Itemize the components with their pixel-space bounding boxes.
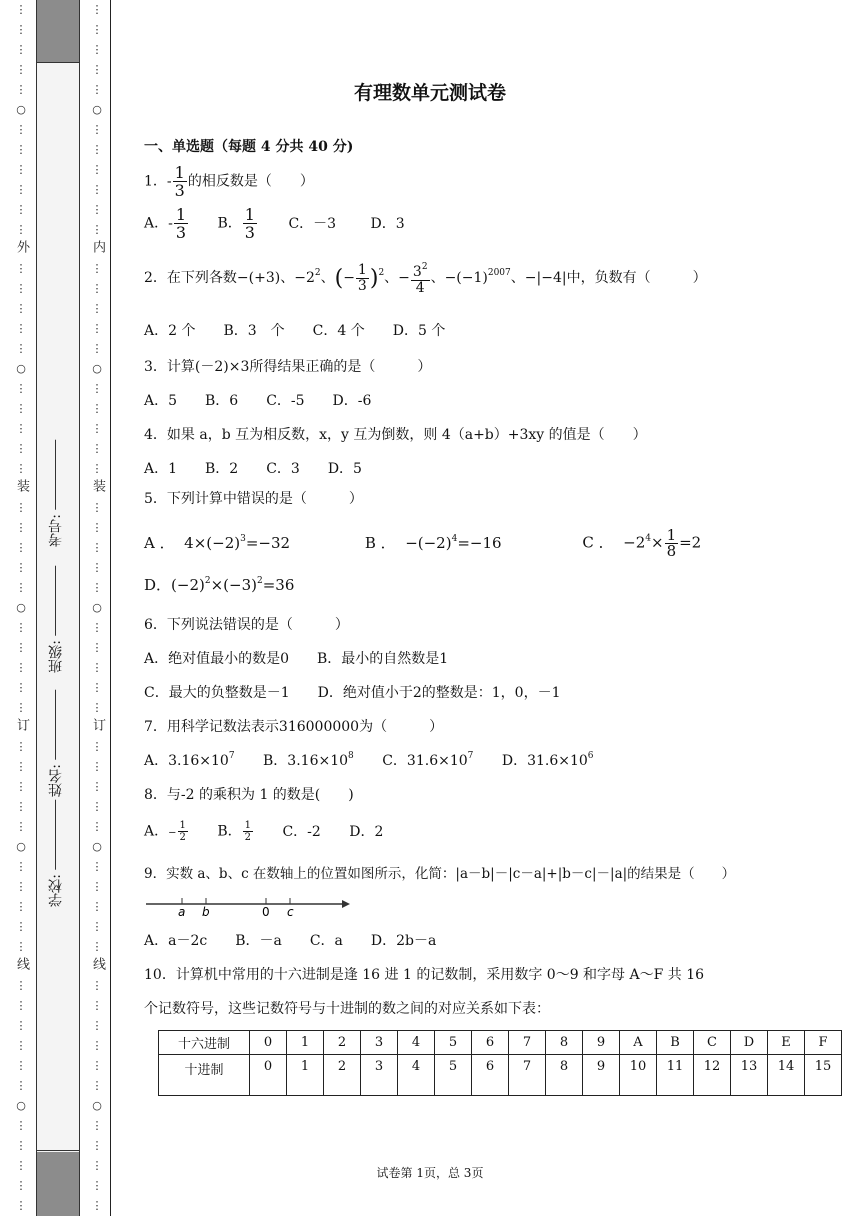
dot-separator-icon: ⋮ xyxy=(91,1139,103,1152)
dot-separator-icon: ⋮ xyxy=(15,402,27,415)
dot-separator-icon: ⋮ xyxy=(15,123,27,136)
dot-separator-icon: ⋮ xyxy=(91,740,103,753)
dot-separator-icon: ⋮ xyxy=(15,701,27,714)
dot-separator-icon: ⋮ xyxy=(15,581,27,594)
table-cell: 5 xyxy=(435,1055,472,1096)
dot-separator-icon: ⋮ xyxy=(91,1019,103,1032)
dot-separator-icon: ⋮ xyxy=(15,661,27,674)
table-row xyxy=(159,1031,842,1055)
dot-separator-icon: ⋮ xyxy=(15,442,27,455)
dot-separator-icon: ⋮ xyxy=(15,979,27,992)
dot-separator-icon: ⋮ xyxy=(91,382,103,395)
dot-separator-icon: ⋮ xyxy=(91,701,103,714)
question-1-options xyxy=(144,206,405,241)
table-cell: 3 xyxy=(361,1055,398,1096)
question-6-options-cd[interactable]: C．最大的负整数是－1 D．绝对值小于2的整数是：1，0，－1 xyxy=(144,685,561,701)
question-7: 7．用科学记数法表示316000000为（ ） xyxy=(144,719,444,735)
dot-separator-icon: ⋮ xyxy=(15,23,27,36)
table-cell: A xyxy=(620,1031,657,1055)
dot-separator-icon: ⋮ xyxy=(15,203,27,216)
table-cell: 7 xyxy=(509,1055,546,1096)
question-10-line2: 个记数符号，这些记数符号与十进制的数之间的对应关系如下表： xyxy=(144,1001,550,1017)
circle-marker-icon: ○ xyxy=(16,103,26,116)
question-9: 9．实数 a、b、c 在数轴上的位置如图所示，化简：|a－b|－|c－a|+|b－c|－|a|的结果是（ ） xyxy=(144,866,736,882)
bar-bottom-block xyxy=(37,1152,79,1216)
dot-separator-icon: ⋮ xyxy=(15,780,27,793)
table-cell: 2 xyxy=(324,1031,361,1055)
dot-separator-icon: ⋮ xyxy=(91,262,103,275)
option-b[interactable]: B． $\frac{1}{3}$ xyxy=(217,205,255,242)
dot-separator-icon: ⋮ xyxy=(91,223,103,236)
dot-separator-icon: ⋮ xyxy=(91,3,103,16)
dot-separator-icon: ⋮ xyxy=(15,143,27,156)
option-d[interactable]: D．3 xyxy=(370,215,405,232)
dot-separator-icon: ⋮ xyxy=(91,1159,103,1172)
dot-separator-icon: ⋮ xyxy=(15,860,27,873)
circle-marker-icon: ○ xyxy=(16,1099,26,1112)
question-2-options[interactable]: A．2 个 B．3 个 C．4 个 D．5 个 xyxy=(144,323,446,339)
table-row xyxy=(159,1055,842,1096)
label-b: b xyxy=(202,905,210,919)
outer-dot-column xyxy=(12,0,30,1216)
table-cell: 6 xyxy=(472,1031,509,1055)
dot-separator-icon: ⋮ xyxy=(91,760,103,773)
binding-mark: 装 xyxy=(14,479,29,492)
table-cell: 1 xyxy=(287,1055,324,1096)
dot-separator-icon: ⋮ xyxy=(91,342,103,355)
table-cell: E xyxy=(768,1031,805,1055)
dot-separator-icon: ⋮ xyxy=(91,979,103,992)
circle-marker-icon: ○ xyxy=(16,840,26,853)
dot-separator-icon: ⋮ xyxy=(15,43,27,56)
dot-separator-icon: ⋮ xyxy=(91,203,103,216)
dot-separator-icon: ⋮ xyxy=(15,820,27,833)
dot-separator-icon: ⋮ xyxy=(15,183,27,196)
dot-separator-icon: ⋮ xyxy=(91,541,103,554)
dot-separator-icon: ⋮ xyxy=(91,322,103,335)
option-a[interactable]: A．− $\frac{1}{2}$ xyxy=(144,820,186,843)
dot-separator-icon: ⋮ xyxy=(15,641,27,654)
dot-separator-icon: ⋮ xyxy=(15,262,27,275)
dot-separator-icon: ⋮ xyxy=(15,760,27,773)
option-c[interactable]: C．－3 xyxy=(288,215,337,232)
dot-separator-icon: ⋮ xyxy=(91,999,103,1012)
table-header-cell: 十六进制 xyxy=(159,1031,250,1055)
dot-separator-icon: ⋮ xyxy=(91,521,103,534)
option-b[interactable]: B ． $-(-2)^4=-16$ xyxy=(364,533,502,552)
dot-separator-icon: ⋮ xyxy=(15,1159,27,1172)
circle-marker-icon: ○ xyxy=(92,601,102,614)
option-d[interactable]: D．2 xyxy=(349,823,384,840)
question-3: 3．计算(－2)×3所得结果正确的是（ ） xyxy=(144,359,432,375)
dot-separator-icon: ⋮ xyxy=(15,800,27,813)
dot-separator-icon: ⋮ xyxy=(15,322,27,335)
label-zero: 0 xyxy=(262,905,270,919)
table-cell: F xyxy=(805,1031,842,1055)
dot-separator-icon: ⋮ xyxy=(91,1199,103,1212)
table-cell: 15 xyxy=(805,1055,842,1096)
dot-separator-icon: ⋮ xyxy=(15,1019,27,1032)
dot-separator-icon: ⋮ xyxy=(15,302,27,315)
table-cell: 5 xyxy=(435,1031,472,1055)
table-cell: 13 xyxy=(731,1055,768,1096)
dot-separator-icon: ⋮ xyxy=(91,1039,103,1052)
binding-mark: 外 xyxy=(14,240,29,253)
label-a: a xyxy=(178,905,186,919)
table-cell: C xyxy=(694,1031,731,1055)
dot-separator-icon: ⋮ xyxy=(91,282,103,295)
table-cell: 10 xyxy=(620,1055,657,1096)
question-3-options[interactable]: A．5 B．6 C．-5 D．-6 xyxy=(144,393,372,409)
option-a[interactable]: A ． $4\times(-2)^3=-32$ xyxy=(144,533,291,552)
school-field[interactable]: 学校: xyxy=(46,800,66,907)
dot-separator-icon: ⋮ xyxy=(91,900,103,913)
dot-separator-icon: ⋮ xyxy=(91,63,103,76)
table-cell: 11 xyxy=(657,1055,694,1096)
dot-separator-icon: ⋮ xyxy=(91,143,103,156)
dot-separator-icon: ⋮ xyxy=(15,1119,27,1132)
table-cell: D xyxy=(731,1031,768,1055)
dot-separator-icon: ⋮ xyxy=(91,163,103,176)
dot-separator-icon: ⋮ xyxy=(91,23,103,36)
table-cell: 1 xyxy=(287,1031,324,1055)
dot-separator-icon: ⋮ xyxy=(15,282,27,295)
dot-separator-icon: ⋮ xyxy=(15,422,27,435)
circle-marker-icon: ○ xyxy=(16,601,26,614)
dot-separator-icon: ⋮ xyxy=(15,880,27,893)
dot-separator-icon: ⋮ xyxy=(91,302,103,315)
binding-line xyxy=(110,0,111,1216)
hex-table xyxy=(158,1030,842,1096)
dot-separator-icon: ⋮ xyxy=(91,1059,103,1072)
question-5-options-abc xyxy=(144,528,701,559)
table-cell: B xyxy=(657,1031,694,1055)
dot-separator-icon: ⋮ xyxy=(15,999,27,1012)
table-cell: 6 xyxy=(472,1055,509,1096)
dot-separator-icon: ⋮ xyxy=(15,342,27,355)
dot-separator-icon: ⋮ xyxy=(15,541,27,554)
dot-separator-icon: ⋮ xyxy=(91,1119,103,1132)
table-cell: 14 xyxy=(768,1055,805,1096)
question-1: 1．- $\frac{1}{3}$ 的相反数是（ ） xyxy=(144,163,314,200)
question-8: 8．与-2 的乘积为 1 的数是( ) xyxy=(144,787,354,803)
dot-separator-icon: ⋮ xyxy=(15,561,27,574)
binding-mark: 内 xyxy=(90,240,105,253)
circle-marker-icon: ○ xyxy=(16,362,26,375)
section-heading: 一、单选题（每题 4 分共 40 分) xyxy=(144,139,354,155)
option-c[interactable]: C．-2 xyxy=(282,823,321,840)
dot-separator-icon: ⋮ xyxy=(91,402,103,415)
dot-separator-icon: ⋮ xyxy=(15,462,27,475)
table-cell: 3 xyxy=(361,1031,398,1055)
question-5: 5．下列计算中错误的是（ ） xyxy=(144,491,363,507)
dot-separator-icon: ⋮ xyxy=(91,880,103,893)
question-8-options xyxy=(144,820,383,843)
dot-separator-icon: ⋮ xyxy=(91,1179,103,1192)
table-cell: 0 xyxy=(250,1031,287,1055)
dot-separator-icon: ⋮ xyxy=(91,621,103,634)
binding-mark: 线 xyxy=(14,957,29,970)
page-footer: 试卷第 1页，总 3页 xyxy=(376,1166,484,1180)
table-cell: 9 xyxy=(583,1031,620,1055)
dot-separator-icon: ⋮ xyxy=(91,1079,103,1092)
question-10-line1: 10．计算机中常用的十六进制是逢 16 进 1 的记数制，采用数字 0～9 和字母 A～F 共 16 xyxy=(144,967,705,983)
dot-separator-icon: ⋮ xyxy=(91,780,103,793)
option-a[interactable]: A．$3.16\times 10^7$ xyxy=(144,751,235,769)
dot-separator-icon: ⋮ xyxy=(15,382,27,395)
dot-separator-icon: ⋮ xyxy=(15,900,27,913)
dot-separator-icon: ⋮ xyxy=(91,442,103,455)
binding-mark: 装 xyxy=(90,479,105,492)
dot-separator-icon: ⋮ xyxy=(91,940,103,953)
circle-marker-icon: ○ xyxy=(92,362,102,375)
binding-mark: 订 xyxy=(90,718,105,731)
dot-separator-icon: ⋮ xyxy=(91,462,103,475)
table-cell: 9 xyxy=(583,1055,620,1096)
bar-divider xyxy=(37,1150,79,1151)
dot-separator-icon: ⋮ xyxy=(15,1179,27,1192)
table-cell: 4 xyxy=(398,1031,435,1055)
option-c[interactable]: C．$31.6\times 10^7$ xyxy=(382,751,474,769)
dot-separator-icon: ⋮ xyxy=(91,860,103,873)
dot-separator-icon: ⋮ xyxy=(15,521,27,534)
dot-separator-icon: ⋮ xyxy=(91,561,103,574)
number-line-arrow xyxy=(342,900,350,908)
dot-separator-icon: ⋮ xyxy=(91,581,103,594)
dot-separator-icon: ⋮ xyxy=(91,43,103,56)
question-2: 2．在下列各数−(+3)、$-2^2$、(− $\frac{1}{3}$ )$^2$、− $\frac{3^2}{4}$ 、$-(-1)^{2007}$、−|−4|中，负数有（ ） xyxy=(144,261,707,296)
question-4: 4．如果 a，b 互为相反数，x，y 互为倒数，则 4（a+b）+3xy 的值是（ ） xyxy=(144,427,647,443)
dot-separator-icon: ⋮ xyxy=(15,223,27,236)
table-cell: 8 xyxy=(546,1031,583,1055)
option-d[interactable]: D．$31.6\times 10^6$ xyxy=(501,751,594,769)
table-cell: 12 xyxy=(694,1055,731,1096)
option-b[interactable]: B．$3.16\times 10^8$ xyxy=(263,751,354,769)
question-5-option-d[interactable]: D．$(-2)^2\times(-3)^2=36$ xyxy=(144,576,295,594)
dot-separator-icon: ⋮ xyxy=(91,800,103,813)
table-header-cell: 十进制 xyxy=(159,1055,250,1096)
dot-separator-icon: ⋮ xyxy=(15,1039,27,1052)
binding-mark: 线 xyxy=(90,957,105,970)
class-field[interactable]: 班级: xyxy=(46,566,66,673)
fraction: $\frac{1}{3}$ xyxy=(174,163,185,200)
table-cell: 8 xyxy=(546,1055,583,1096)
dot-separator-icon: ⋮ xyxy=(15,163,27,176)
dot-separator-icon: ⋮ xyxy=(91,641,103,654)
dot-separator-icon: ⋮ xyxy=(15,83,27,96)
number-line-figure xyxy=(144,892,354,922)
dot-separator-icon: ⋮ xyxy=(15,621,27,634)
dot-separator-icon: ⋮ xyxy=(15,3,27,16)
question-6-options-ab[interactable]: A．绝对值最小的数是0 B．最小的自然数是1 xyxy=(144,651,449,667)
dot-separator-icon: ⋮ xyxy=(15,740,27,753)
option-b[interactable]: B． $\frac{1}{2}$ xyxy=(217,820,252,843)
dot-separator-icon: ⋮ xyxy=(91,422,103,435)
option-a[interactable]: A．- $\frac{1}{3}$ xyxy=(144,205,187,242)
dot-separator-icon: ⋮ xyxy=(15,681,27,694)
dot-separator-icon: ⋮ xyxy=(15,1199,27,1212)
table-cell: 2 xyxy=(324,1055,361,1096)
dot-separator-icon: ⋮ xyxy=(91,501,103,514)
dot-separator-icon: ⋮ xyxy=(91,123,103,136)
question-4-options[interactable]: A．1 B．2 C．3 D．5 xyxy=(144,461,362,477)
option-c[interactable]: C ． $-2^4\times$ $\frac{1}{8}$ =2 xyxy=(582,526,702,560)
binding-mark: 订 xyxy=(14,718,29,731)
exam-paper xyxy=(144,0,860,1216)
inner-dot-column xyxy=(88,0,106,1216)
dot-separator-icon: ⋮ xyxy=(91,83,103,96)
table-cell: 4 xyxy=(398,1055,435,1096)
dot-separator-icon: ⋮ xyxy=(15,940,27,953)
question-7-options xyxy=(144,750,594,770)
bar-top-block xyxy=(37,0,79,62)
dot-separator-icon: ⋮ xyxy=(91,820,103,833)
table-cell: 7 xyxy=(509,1031,546,1055)
circle-marker-icon: ○ xyxy=(92,103,102,116)
label-c: c xyxy=(287,905,294,919)
circle-marker-icon: ○ xyxy=(92,1099,102,1112)
dot-separator-icon: ⋮ xyxy=(15,1139,27,1152)
table-cell: 0 xyxy=(250,1055,287,1096)
dot-separator-icon: ⋮ xyxy=(15,1059,27,1072)
page-title: 有理数单元测试卷 xyxy=(353,82,506,104)
dot-separator-icon: ⋮ xyxy=(91,920,103,933)
dot-separator-icon: ⋮ xyxy=(15,920,27,933)
dot-separator-icon: ⋮ xyxy=(15,1079,27,1092)
question-9-options[interactable]: A．a－2c B．－a C．a D．2b－a xyxy=(144,933,437,949)
dot-separator-icon: ⋮ xyxy=(15,501,27,514)
dot-separator-icon: ⋮ xyxy=(15,63,27,76)
bar-divider xyxy=(37,62,79,63)
binding-margin xyxy=(0,0,118,1216)
dot-separator-icon: ⋮ xyxy=(91,183,103,196)
dot-separator-icon: ⋮ xyxy=(91,661,103,674)
name-field[interactable]: 姓名: xyxy=(46,690,66,797)
question-6: 6．下列说法错误的是（ ） xyxy=(144,617,349,633)
exam-number-field[interactable]: 考号: xyxy=(46,440,66,547)
circle-marker-icon: ○ xyxy=(92,840,102,853)
dot-separator-icon: ⋮ xyxy=(91,681,103,694)
